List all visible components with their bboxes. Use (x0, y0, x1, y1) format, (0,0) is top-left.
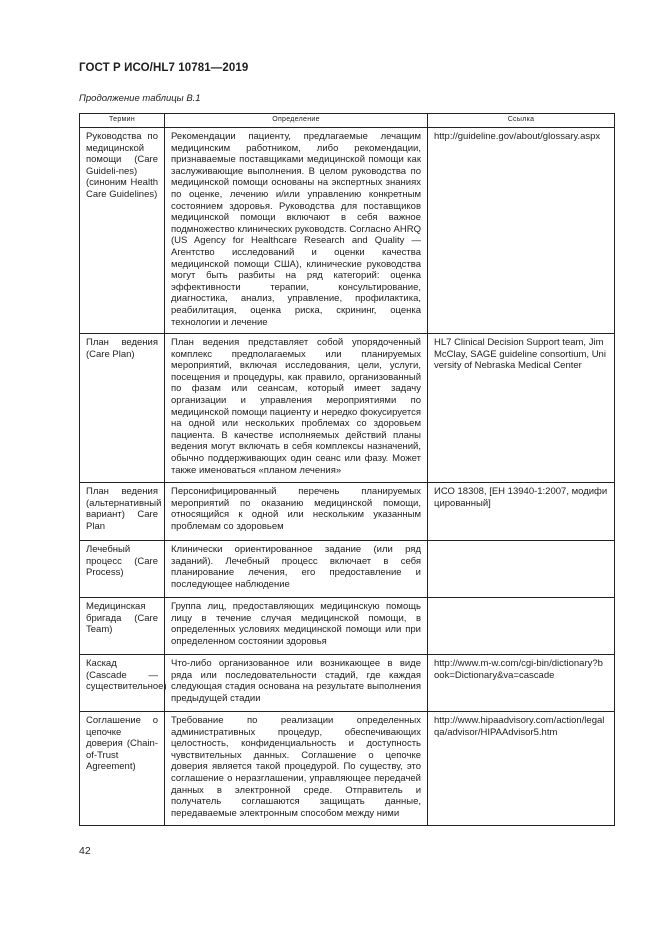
term-cell: Соглашение о цепочке доверия (Chain-of-Trust Agreement) (80, 712, 165, 826)
reference-cell: HL7 Clinical Decision Support team, Jim McClay, SAGE guideline consortium, University of Nebraska Medical Center (428, 334, 615, 483)
definition-cell: План ведения представляет собой упорядоченный комплекс предполагаемых или планируемых мероприятий, включая исследования, цели, услуги, посещения и процедуры, как правило, организованный по фазам или сеансам, который имеет задачу организации и управления мероприятиями по медицинской помощи пациенту и нередко фокусируется на одной или нескольких проблемах со здоровьем пациента. В качестве исполняемых действий планы ведения могут включать в себя комплексы назначений, обычно поддерживающих один сеанс или фазу. Может также именоваться «планом лечения» (165, 334, 428, 483)
glossary-table (79, 113, 615, 826)
term-cell: Медицинская бригада (Care Team) (80, 598, 165, 655)
term-cell: Лечебный процесс (Care Process) (80, 541, 165, 598)
definition-cell: Клинически ориентированное задание (или ряд заданий). Лечебный процесс включает в себя планирование лечения, его предоставление и последующее наблюдение (165, 541, 428, 598)
term-cell: План ведения (Care Plan) (80, 334, 165, 483)
table-row (80, 712, 615, 826)
table-caption: Продолжение таблицы В.1 (79, 93, 201, 104)
document-header: ГОСТ Р ИСО/HL7 10781—2019 (79, 62, 249, 74)
reference-cell (428, 541, 615, 598)
definition-cell: Группа лиц, предоставляющих медицинскую помощь лицу в течение случая медицинской помощи, в определенных условиях медицинской помощи или при определенном состоянии здоровья (165, 598, 428, 655)
reference-cell: http://www.m-w.com/cgi-bin/dictionary?book=Dictionary&va=cascade (428, 655, 615, 712)
column-header-definition: Определение (165, 114, 428, 128)
reference-cell: http://guideline.gov/about/glossary.aspx (428, 128, 615, 334)
table-row (80, 655, 615, 712)
definition-cell: Рекомендации пациенту, предлагаемые лечащим медицинским работником, либо рекомендации, признаваемые поставщиками медицинской помощи как заслуживающие выполнения. В целом руководства по медицинской помощи основаны на экспертных знаниях по оценке, лечению и/или управлению конкретным состоянием здоровья. Руководства для поставщиков медицинской помощи включают в себя важное подмножество клинических руководств. Согласно AHRQ (US Agency for Healthcare Research and Quality — Агентство исследований и оценки качества медицинской помощи США), клинические руководства могут быть разбиты на ряд категорий: оценка эффективности терапии, консультирование, диагностика, анализ, управление, профилактика, реабилитация, оценка риска, скрининг, оценка технологии и лечение (165, 128, 428, 334)
reference-cell: ИСО 18308, [ЕН 13940-1:2007, модифицированный] (428, 483, 615, 541)
term-cell: Каскад (Cascade — существительное) (80, 655, 165, 712)
definition-cell: Требование по реализации определенных административных процедур, обеспечивающих целостность, конфиденциальность и доступность чувствительных данных. Соглашение о цепочке доверия является такой процедурой. По существу, это соглашение о неразглашении, управляющее передачей данных в электронной среде. Отправитель и получатель соглашаются защищать данные, передаваемые электронным способом между ними (165, 712, 428, 826)
column-header-reference: Ссылка (428, 114, 615, 128)
column-header-term: Термин (80, 114, 165, 128)
table-header-row (80, 114, 615, 128)
term-cell: План ведения (альтернативный вариант) Care Plan (80, 483, 165, 541)
definition-cell: Что-либо организованное или возникающее в виде ряда или последовательности стадий, где каждая следующая стадия основана на результате выполнения предыдущей стадии (165, 655, 428, 712)
table-row (80, 598, 615, 655)
definition-cell: Персонифицированный перечень планируемых мероприятий по оказанию медицинской помощи, относящийся к одной или нескольким указанным проблемам со здоровьем (165, 483, 428, 541)
table-row (80, 541, 615, 598)
table-row (80, 483, 615, 541)
term-cell: Руководства по медицинской помощи (Care Guideli-nes) (синоним Health Care Guidelines) (80, 128, 165, 334)
page-number: 42 (79, 845, 91, 857)
table-row (80, 128, 615, 334)
table-row (80, 334, 615, 483)
reference-cell: http://www.hipaadvisory.com/action/legalqa/advisor/HIPAAdvisor5.htm (428, 712, 615, 826)
reference-cell (428, 598, 615, 655)
